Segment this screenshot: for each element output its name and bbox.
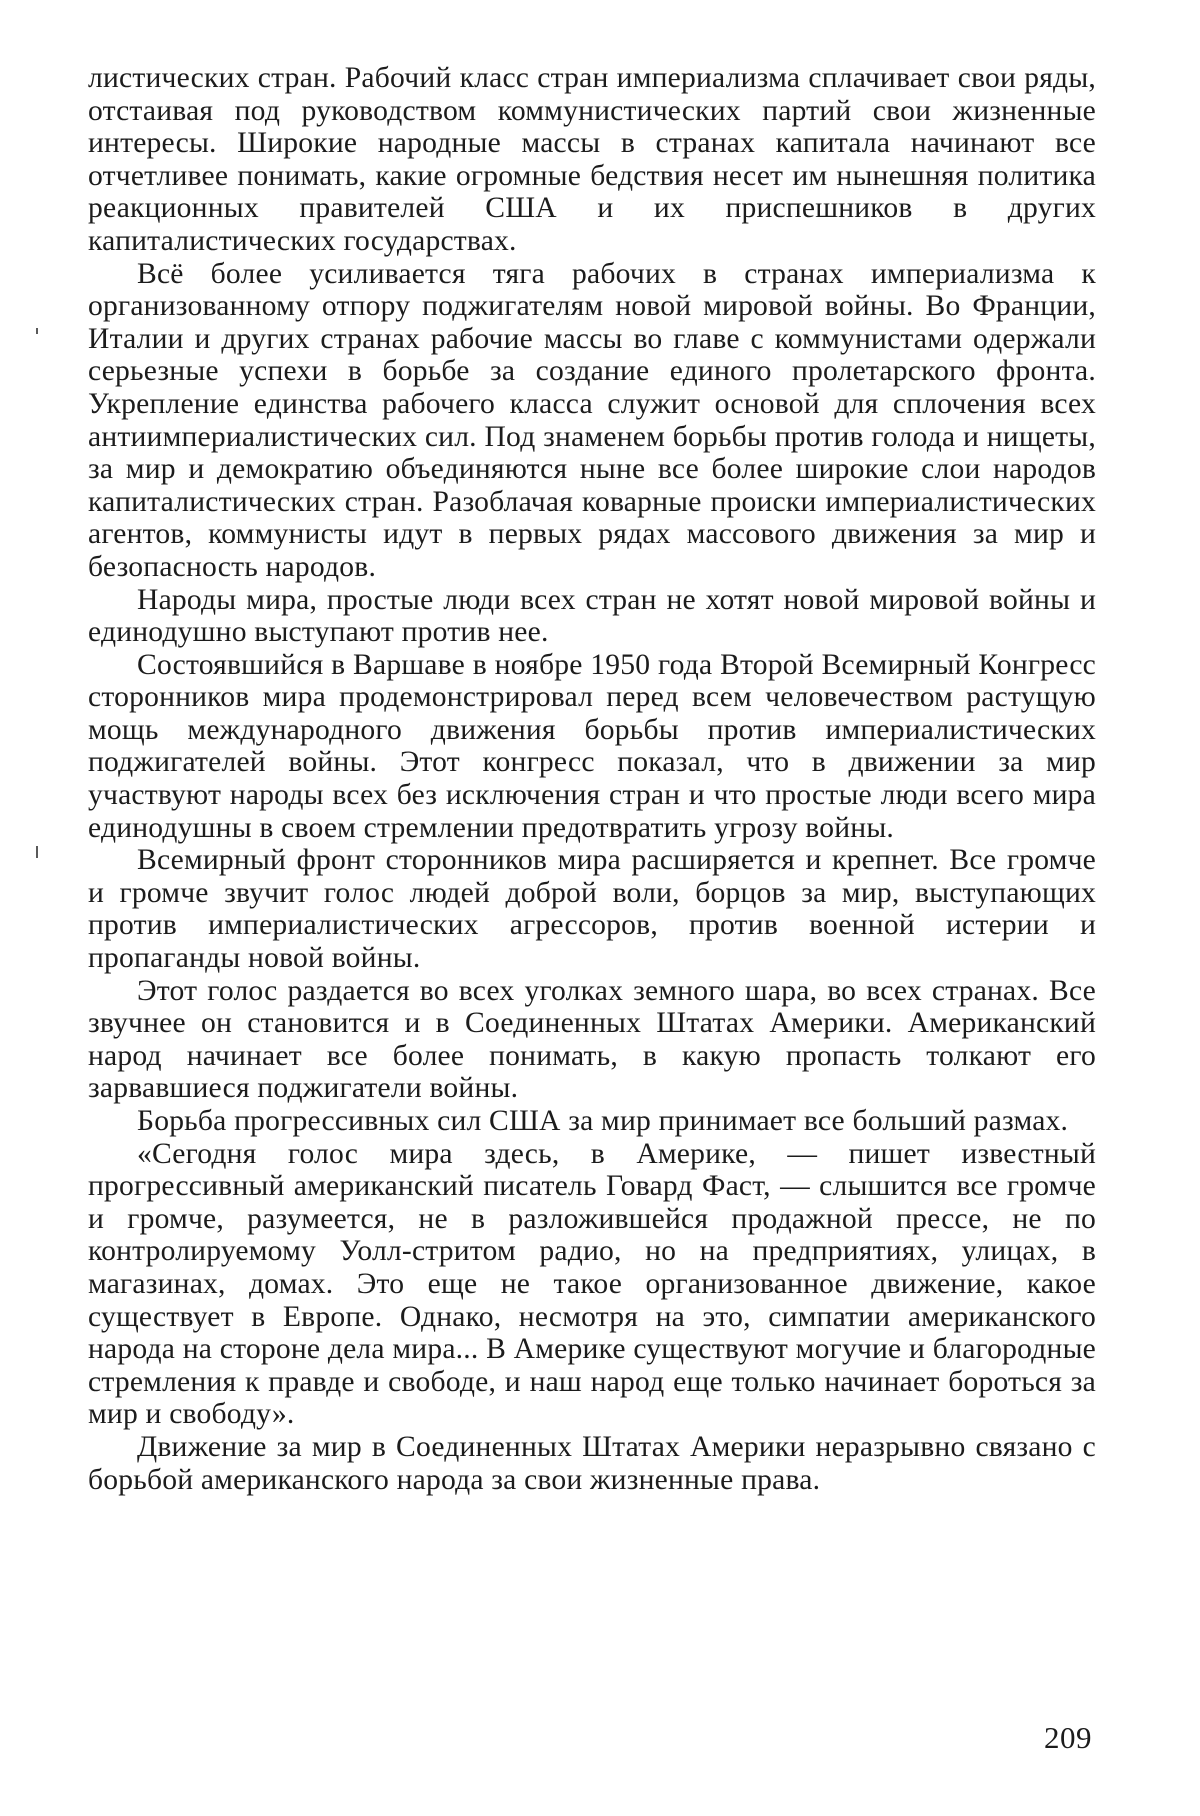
page-number: 209 bbox=[1044, 1720, 1092, 1756]
margin-mark bbox=[36, 328, 38, 334]
paragraph-5: Всемирный фронт сторонников мира расширяется и крепнет. Все громче и громче звучит голос людей доброй воли, борцов за мир, выступающих против империалистических агрессоров, против военной истерии и пропаганды новой войны. bbox=[88, 844, 1096, 974]
paragraph-7: Борьба прогрессивных сил США за мир принимает все больший размах. bbox=[88, 1105, 1096, 1138]
paragraph-8: «Сегодня голос мира здесь, в Америке, — пишет известный прогрессивный американский писатель Говард Фаст, — слышится все громче и громче, разумеется, не в разложившейся продажной прессе, не по контролируемому Уолл-стритом радио, но на предприятиях, улицах, в магазинах, домах. Это еще не такое организованное движение, какое существует в Европе. Однако, несмотря на это, симпатии американского народа на стороне дела мира... В Америке существуют могучие и благородные стремления к правде и свободе, и наш народ еще только начинает бороться за мир и свободу». bbox=[88, 1138, 1096, 1431]
paragraph-9: Движение за мир в Соединенных Штатах Америки неразрывно связано с борьбой американского народа за свои жизненные права. bbox=[88, 1431, 1096, 1496]
paragraph-2: Всё более усиливается тяга рабочих в странах империализма к организованному отпору поджигателям новой мировой войны. Во Франции, Италии и других странах рабочие массы во главе с коммунистами одержали серьезные успехи в борьбе за создание единого пролетарского фронта. Укрепление единства рабочего класса служит основой для сплочения всех антиимпериалистических сил. Под знаменем борьбы против голода и нищеты, за мир и демократию объединяются ныне все более широкие слои народов капиталистических стран. Разоблачая коварные происки империалистических агентов, коммунисты идут в первых рядах массового движения за мир и безопасность народов. bbox=[88, 258, 1096, 584]
paragraph-3: Народы мира, простые люди всех стран не хотят новой мировой войны и единодушно выступают против нее. bbox=[88, 584, 1096, 649]
paragraph-6: Этот голос раздается во всех уголках земного шара, во всех странах. Все звучнее он становится и в Соединенных Штатах Америки. Американский народ начинает все более понимать, в какую пропасть толкают его зарвавшиеся поджигатели войны. bbox=[88, 975, 1096, 1105]
book-page bbox=[0, 0, 1200, 1816]
margin-mark bbox=[36, 846, 38, 858]
body-text bbox=[88, 62, 1096, 1496]
paragraph-1: листических стран. Рабочий класс стран империализма сплачивает свои ряды, отстаивая под руководством коммунистических партий свои жизненные интересы. Широкие народные массы в странах капитала начинают все отчетливее понимать, какие огромные бедствия несет им нынешняя политика реакционных правителей США и их приспешников в других капиталистических государствах. bbox=[88, 62, 1096, 258]
paragraph-4: Состоявшийся в Варшаве в ноябре 1950 года Второй Всемирный Конгресс сторонников мира продемонстрировал перед всем человечеством растущую мощь международного движения борьбы против империалистических поджигателей войны. Этот конгресс показал, что в движении за мир участвуют народы всех без исключения стран и что простые люди всего мира единодушны в своем стремлении предотвратить угрозу войны. bbox=[88, 649, 1096, 845]
